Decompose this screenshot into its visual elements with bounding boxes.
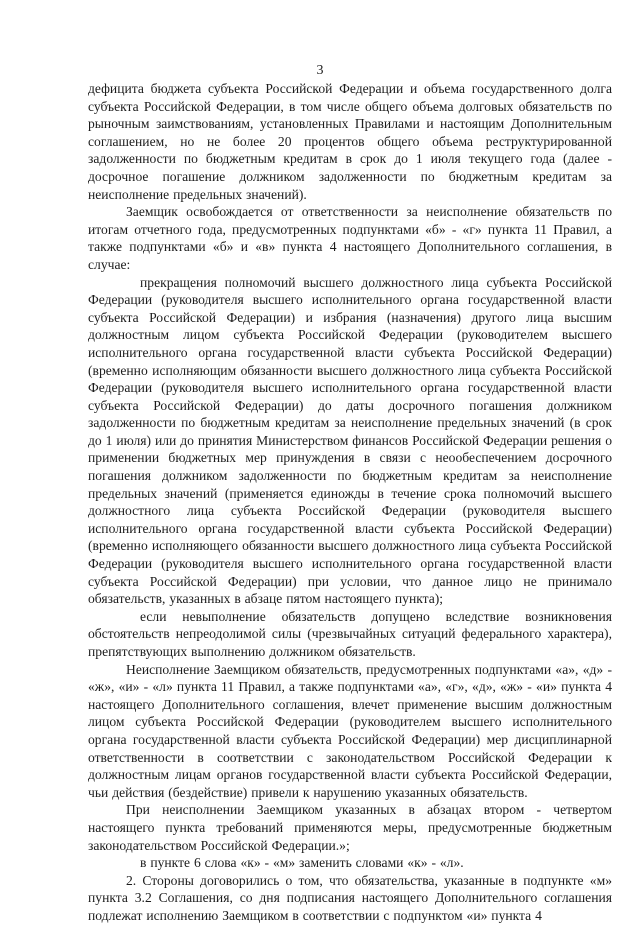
paragraph-force-majeure: если невыполнение обязательств допущено вследствие возникновения обстоятельств непреодолимой силы (чрезвычайных ситуаций федерального характера), препятствующих выполнению должником обязательств. bbox=[88, 608, 612, 659]
paragraph-item-6-amendment: в пункте 6 слова «к» - «м» заменить словами «к» - «л». bbox=[140, 855, 464, 871]
paragraph-continuation: дефицита бюджета субъекта Российской Федерации и объема государственного долга субъекта Российской Федерации, в том числе общего объема долговых обязательств по рыночным заимствованиям, установленных Правилами и настоящим Дополнительным соглашением, но не более 20 процентов общего объема реструктурированной задолженности по бюджетным кредитам в срок до 1 июля текущего года (далее - досрочное погашение должником задолженности по бюджетным кредитам за неисполнение предельных значений). bbox=[88, 81, 612, 202]
paragraph-budget-measures: При неисполнении Заемщиком указанных в абзацах втором - четвертом настоящего пункта требований применяются меры, предусмотренные бюджетным законодательством Российской Федерации.»; bbox=[88, 802, 612, 853]
paragraph-termination-of-powers: прекращения полномочий высшего должностного лица субъекта Российской Федерации (руководителя высшего исполнительного органа государственной власти субъекта Российской Федерации) и избрания (назначения) другого лица высшим должностным лицом субъекта Российской Федерации (руководителем высшего исполнительного органа государственной власти субъекта Российской Федерации) (временно исполняющим обязанности высшего должностного лица субъекта Российской Федерации (руководителя высшего исполнительного органа государственной власти субъекта Российской Федерации) до даты досрочного погашения должником задолженности по бюджетным кредитам за неисполнение предельных значений (в срок до 1 июля) или до принятия Министерством финансов Российской Федерации решения о применении бюджетных мер принуждения в связи с неообеспечением досрочного погашения должником задолженности по бюджетным кредитам за неисполнение предельных значений (применяется единожды в течение срока полномочий высшего должностного лица субъекта Российской Федерации (руководителя высшего исполнительного органа государственной власти субъекта Российской Федерации) (временно исполняющего обязанности высшего должностного лица субъекта Российской Федерации (руководителя высшего исполнительного органа государственной власти субъекта Российской Федерации) при условии, что данное лицо не принимало обязательств, указанных в абзаце пятом настоящего пункта); bbox=[88, 274, 612, 607]
paragraph-non-fulfilment: Неисполнение Заемщиком обязательств, предусмотренных подпунктами «а», «д» - «ж», «и» - «л» пункта 11 Правил, а также подпунктами «а», «г», «д», «ж» - «и» пункта 4 настоящего Дополнительного соглашения, влечет применение высшим должностным лицом субъекта Российской Федерации (руководителем высшего исполнительного органа государственной власти субъекта Российской Федерации) мер дисциплинарной ответственности в соответствии с законодательством Российской Федерации к должностным лицам органов государственной власти субъекта Российской Федерации, чьи действия (бездействие) привели к нарушению указанных обязательств. bbox=[88, 661, 612, 800]
page-number: 3 bbox=[316, 63, 324, 78]
document-body bbox=[88, 80, 612, 925]
paragraph-section-2: 2. Стороны договорились о том, что обязательства, указанные в подпункте «м» пункта 3.2 Соглашения, со дня подписания настоящего Дополнительного соглашения подлежат исполнению Заемщиком в соответствии с подпунктом «и» пункта 4 bbox=[88, 872, 612, 923]
paragraph-borrower-exemption: Заемщик освобождается от ответственности за неисполнение обязательств по итогам отчетного года, предусмотренных подпунктами «б» - «г» пункта 11 Правил, а также подпунктами «б» и «в» пункта 4 настоящего Дополнительного соглашения, в случае: bbox=[88, 204, 612, 272]
